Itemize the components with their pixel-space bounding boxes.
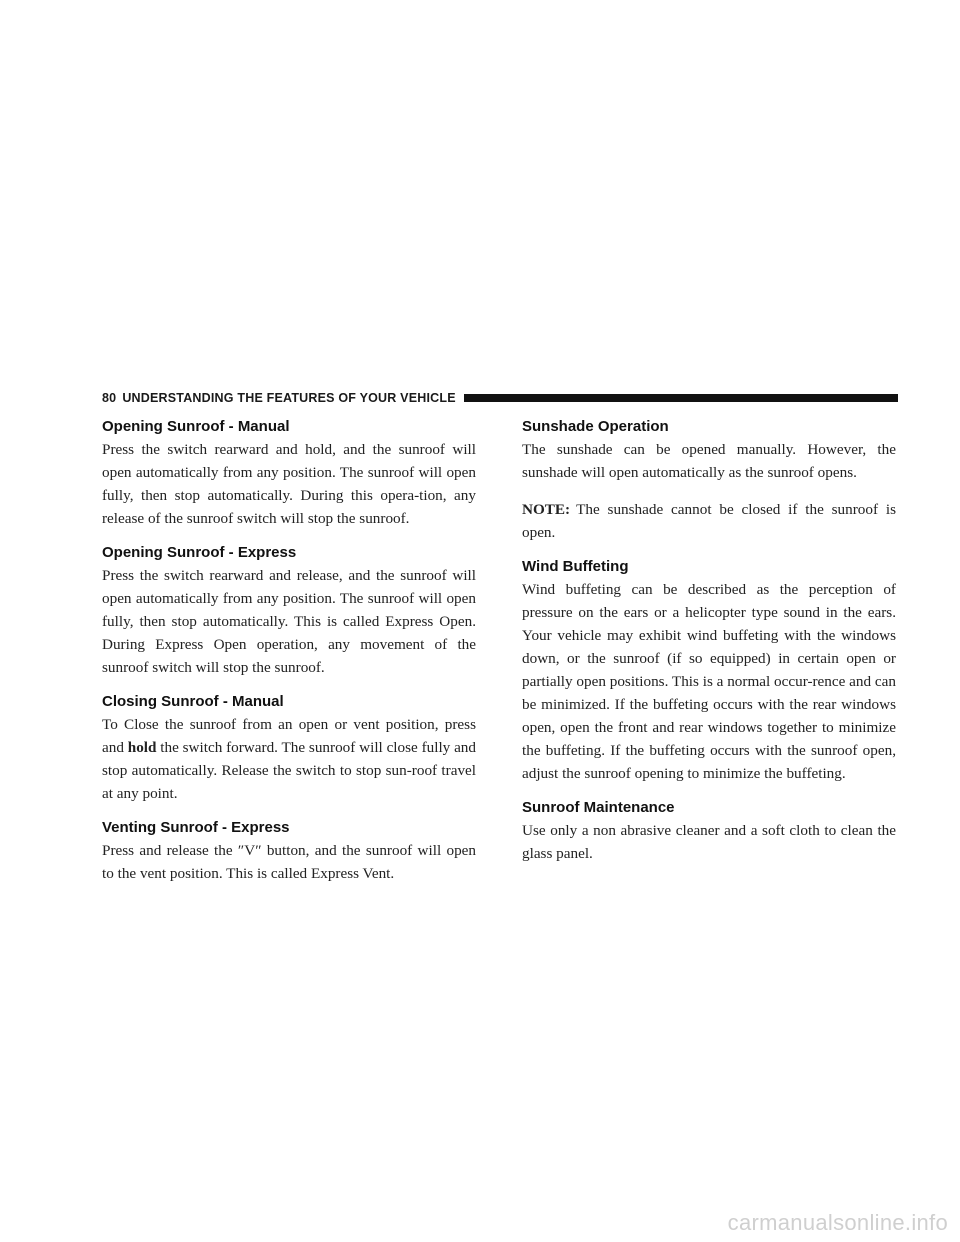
section-sunshade-operation <box>522 418 896 544</box>
section-closing-manual <box>102 693 476 805</box>
section-heading: Sunshade Operation <box>522 418 669 435</box>
section-body <box>102 713 476 805</box>
section-heading: Opening Sunroof - Express <box>102 544 297 561</box>
section-opening-manual <box>102 418 476 530</box>
note-label: NOTE: <box>522 501 571 518</box>
header-rule <box>464 394 898 402</box>
body-text-bold: hold <box>127 739 157 756</box>
right-column <box>522 418 896 879</box>
body-text-post: the switch forward. The sunroof will close fully and stop automatically. Release the switch to stop sun-roof travel at any point. <box>102 739 476 802</box>
section-heading: Venting Sunroof - Express <box>102 819 290 836</box>
note-body: The sunshade cannot be closed if the sunroof is open. <box>522 501 896 541</box>
section-heading: Closing Sunroof - Manual <box>102 693 284 710</box>
section-sunroof-maintenance <box>522 799 896 865</box>
section-wind-buffeting <box>522 558 896 785</box>
section-opening-express <box>102 544 476 679</box>
section-body: Press the switch rearward and release, and the sunroof will open automatically from any position. The sunroof will open fully, then stop automatically. This is called Express Open. During Express Open operation, any movement of the sunroof switch will stop the sunroof. <box>102 567 476 676</box>
section-body: Press the switch rearward and hold, and the sunroof will open automatically from any position. The sunroof will open fully, then stop automatically. During this opera-tion, any release of the sunroof switch will stop the sunroof. <box>102 441 476 527</box>
page-number: 80 <box>102 391 117 405</box>
body-text-pre: To Close the sunroof from an open or vent position, press and <box>102 716 476 756</box>
page-header <box>102 390 898 406</box>
section-venting-express <box>102 819 476 885</box>
watermark-text: carmanualsonline.info <box>727 1210 948 1235</box>
section-body: Use only a non abrasive cleaner and a soft cloth to clean the glass panel. <box>522 822 896 862</box>
note-paragraph <box>522 498 896 544</box>
section-body: Wind buffeting can be described as the perception of pressure on the ears or a helicopter type sound in the ears. Your vehicle may exhibit wind buffeting with the windows down, or the sunroof (if so equipped) in certain open or partially open positions. This is a normal occur-rence and can be minimized. If the buffeting occurs with the rear windows open, open the front and rear windows together to minimize the buffeting. If the buffeting occurs with the sunroof open, adjust the sunroof opening to minimize the buffeting. <box>522 581 896 782</box>
section-heading: Sunroof Maintenance <box>522 799 675 816</box>
section-heading: Wind Buffeting <box>522 558 629 575</box>
section-body: Press and release the ″V″ button, and the sunroof will open to the vent position. This is called Express Vent. <box>102 842 476 882</box>
section-heading: Opening Sunroof - Manual <box>102 418 290 435</box>
section-body: The sunshade can be opened manually. However, the sunshade will open automatically as the sunroof opens. <box>522 441 896 481</box>
left-column <box>102 418 476 899</box>
running-title: UNDERSTANDING THE FEATURES OF YOUR VEHICLE <box>122 391 456 405</box>
